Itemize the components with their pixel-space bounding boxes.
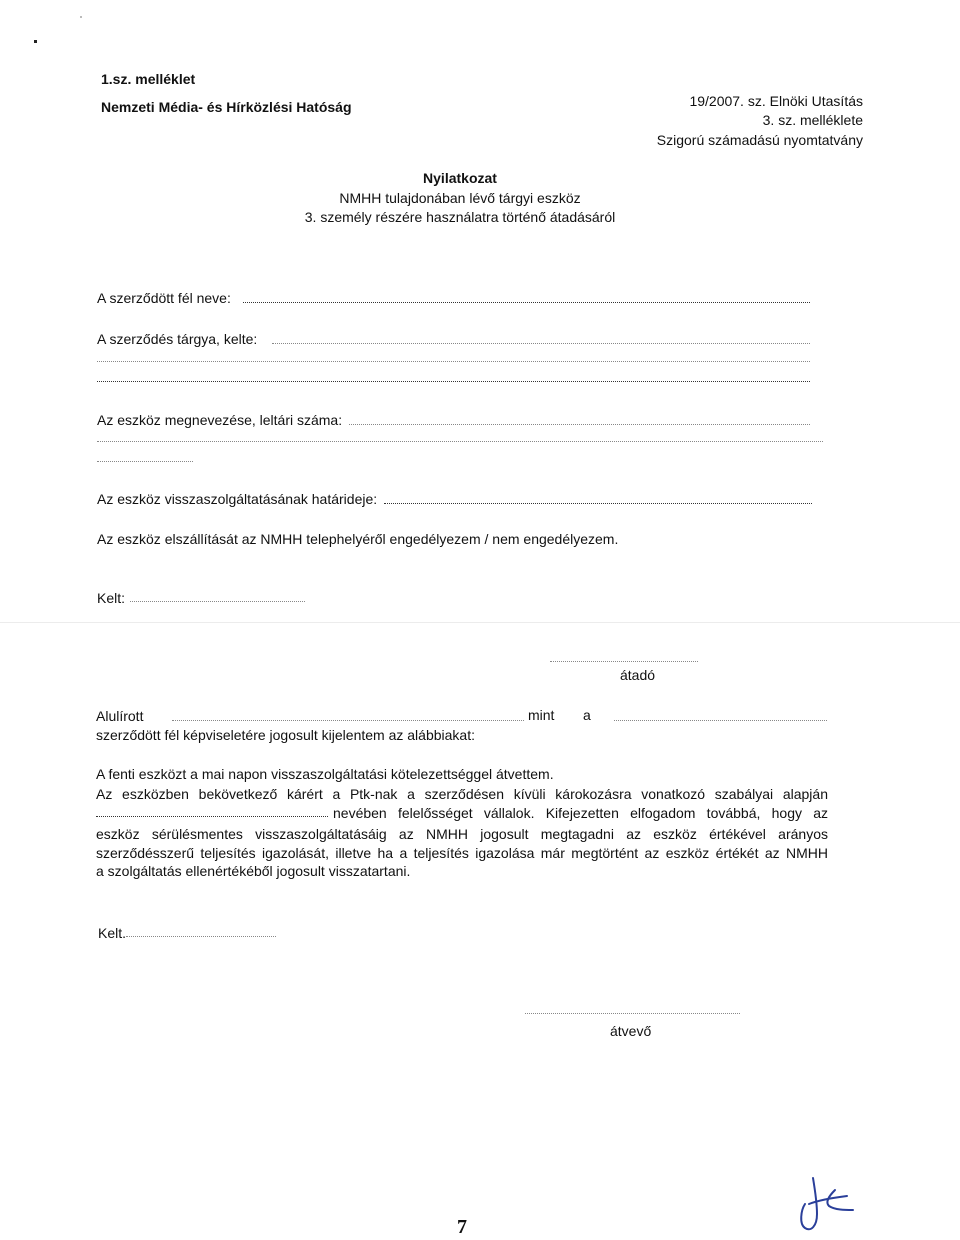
asset-name-line-2[interactable] bbox=[97, 440, 823, 442]
declaration-line-4: szerződésszerű teljesítés igazolását, illetve ha a teljesítés igazolása már megtörtént az eszköz értékét az NMHH bbox=[96, 845, 828, 861]
return-deadline-field[interactable] bbox=[384, 502, 812, 504]
kelt-label-2: Kelt. bbox=[98, 925, 127, 941]
transport-consent-statement: Az eszköz elszállítását az NMHH telephelyéről engedélyezem / nem engedélyezem. bbox=[97, 531, 619, 547]
contract-subject-field[interactable] bbox=[272, 342, 810, 344]
handwritten-initials bbox=[795, 1170, 865, 1238]
document-subtitle-1: NMHH tulajdonában lévő tárgyi eszköz bbox=[339, 190, 581, 206]
scan-line bbox=[0, 622, 960, 623]
undersigned-label: Alulírott bbox=[96, 708, 144, 724]
kelt-label-1: Kelt: bbox=[97, 590, 126, 606]
declaration-line-5: a szolgáltatás ellenértékéből jogosult visszatartani. bbox=[96, 863, 411, 879]
declaration-line-3: eszköz sérülésmentes visszaszolgáltatásáig az NMHH jogosult megtagadni az eszköz értékével arányos bbox=[96, 826, 828, 842]
declaration-intro: szerződött fél képviseletére jogosult kijelentem az alábbiakat: bbox=[96, 727, 475, 743]
kelt-date-field-2[interactable] bbox=[126, 935, 276, 937]
contract-subject-label: A szerződés tárgya, kelte: bbox=[97, 331, 258, 347]
liability-party-field[interactable] bbox=[96, 815, 328, 817]
declaration-line-2: nevében felelősséget vállalok. Kifejezetten elfogadom továbbá, hogy az bbox=[333, 805, 828, 821]
declaration-line-1: Az eszközben bekövetkező kárért a Ptk-nak a szerződésen kívüli károkozásra vonatkozó szabályai alapján bbox=[96, 786, 828, 802]
handover-signature-label: átadó bbox=[620, 667, 656, 683]
party-field[interactable] bbox=[614, 719, 827, 721]
scan-mark bbox=[34, 40, 37, 43]
attachment-label: 1.sz. melléklet bbox=[101, 71, 196, 87]
undersigned-name-field[interactable] bbox=[172, 719, 524, 721]
return-deadline-label: Az eszköz visszaszolgáltatásának határideje: bbox=[97, 491, 378, 507]
page-number: 7 bbox=[457, 1216, 467, 1238]
contract-subject-line-3[interactable] bbox=[97, 380, 810, 382]
contract-subject-line-2[interactable] bbox=[97, 360, 810, 362]
party-name-field[interactable] bbox=[243, 301, 810, 303]
asset-name-line-3[interactable] bbox=[97, 460, 193, 462]
asset-name-label: Az eszköz megnevezése, leltári száma: bbox=[97, 412, 343, 428]
document-subtitle-2: 3. személy részére használatra történő átadásáról bbox=[304, 209, 616, 225]
scan-mark bbox=[80, 16, 82, 18]
mint-label: mint bbox=[528, 707, 555, 723]
form-type: Szigorú számadású nyomtatvány bbox=[656, 132, 863, 148]
asset-name-field[interactable] bbox=[349, 423, 810, 425]
kelt-date-field-1[interactable] bbox=[130, 600, 305, 602]
handover-signature-line[interactable] bbox=[550, 660, 698, 662]
document-title: Nyilatkozat bbox=[423, 170, 497, 186]
authority-name: Nemzeti Média- és Hírközlési Hatóság bbox=[101, 99, 352, 115]
regulation-reference: 19/2007. sz. Elnöki Utasítás bbox=[689, 93, 863, 109]
a-label: a bbox=[583, 707, 591, 723]
receiver-signature-line[interactable] bbox=[525, 1012, 740, 1014]
receiver-signature-label: átvevő bbox=[610, 1023, 652, 1039]
annex-reference: 3. sz. melléklete bbox=[762, 112, 863, 128]
party-name-label: A szerződött fél neve: bbox=[97, 290, 231, 306]
declaration-paragraph-1: A fenti eszközt a mai napon visszaszolgáltatási kötelezettséggel átvettem. bbox=[96, 766, 554, 782]
